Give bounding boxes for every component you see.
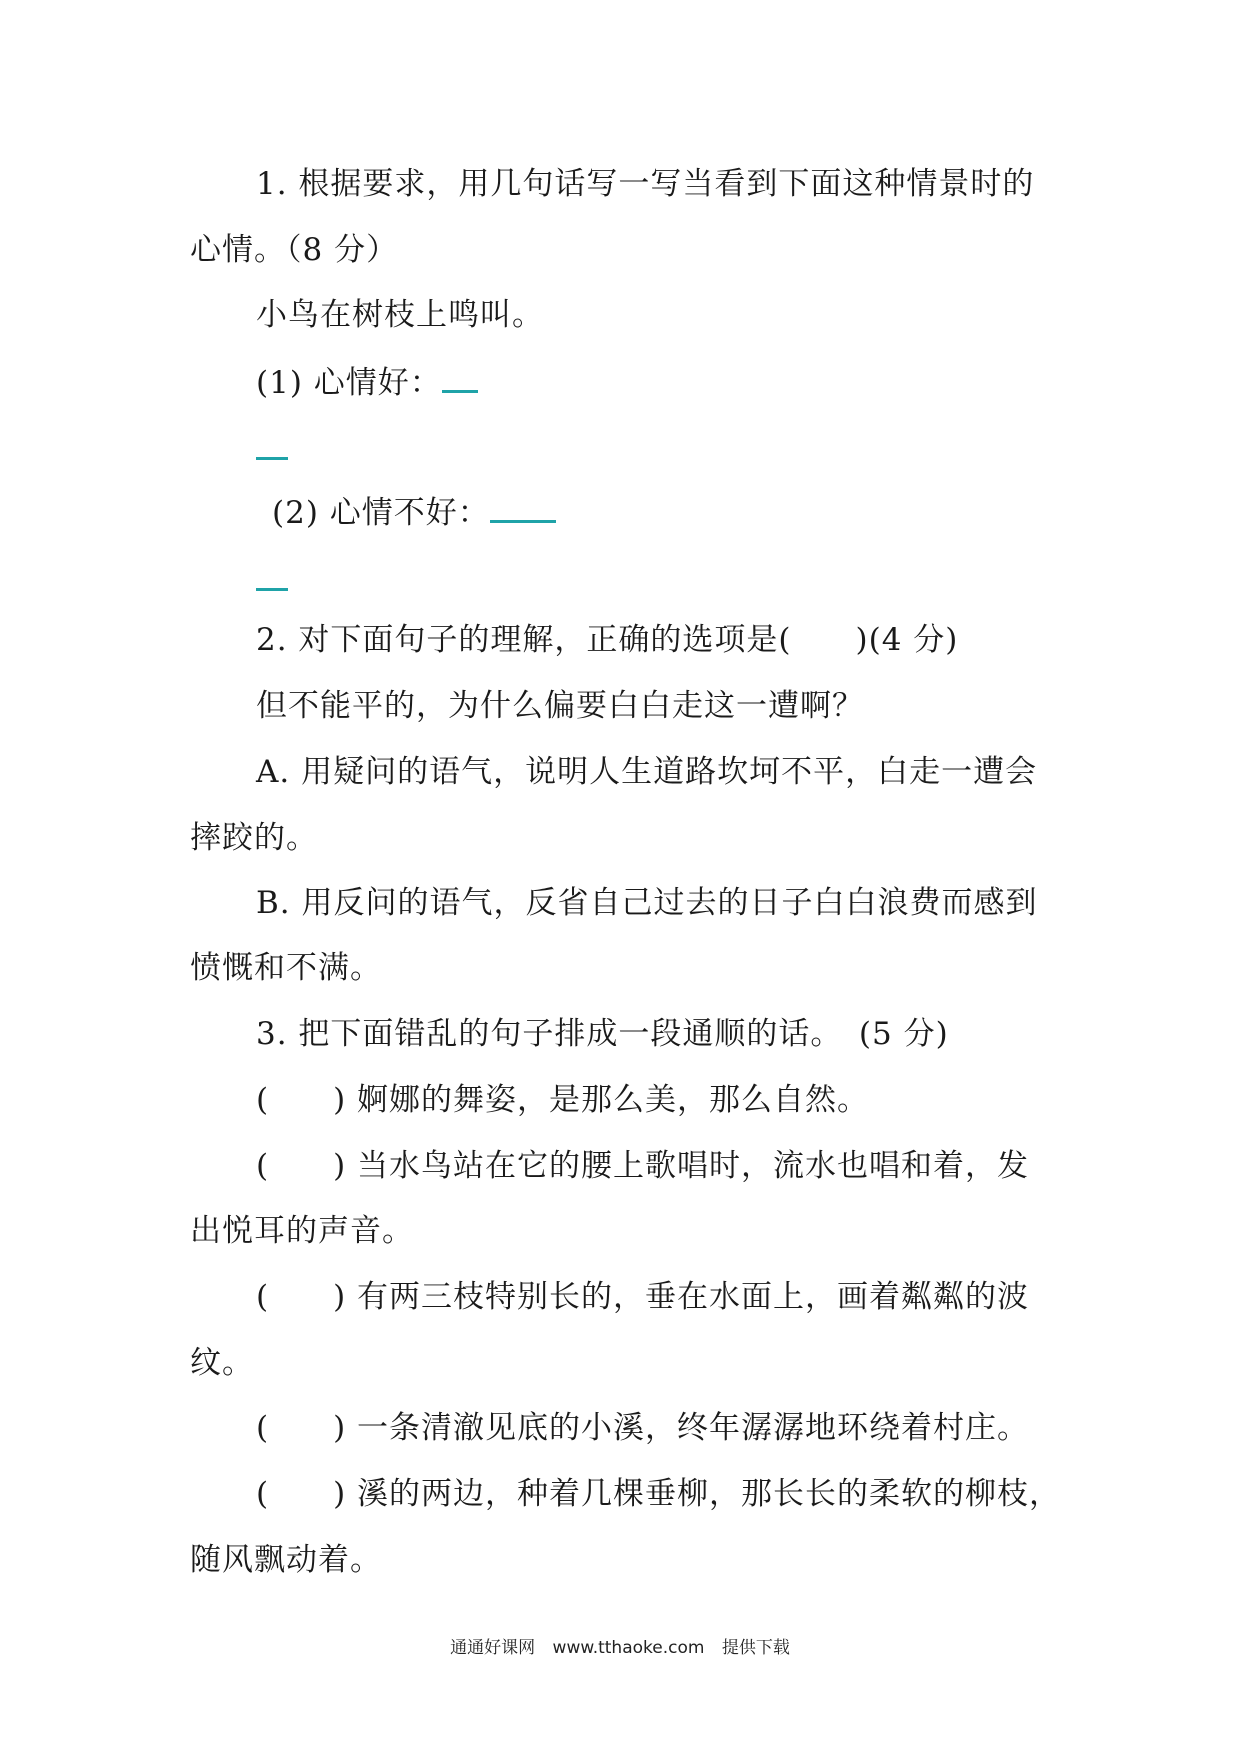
footer-suffix: 提供下载: [721, 1638, 790, 1658]
q1-bad-row: [272, 490, 556, 533]
footer-url[interactable]: www.tthaoke.com: [552, 1638, 705, 1658]
q3-item-2-line1: ( ) 当水鸟站在它的腰上歌唱时，流水也唱和着，发: [256, 1148, 1030, 1184]
q3-item-3-line2: 纹。: [190, 1345, 254, 1381]
q2-option-a-line1: A. 用疑问的语气，说明人生道路坎坷不平，白走一遭会: [256, 754, 1038, 790]
q1-bad-label: (2) 心情不好：: [272, 495, 490, 531]
q1-bad-answer-blank[interactable]: [490, 490, 556, 523]
q1-good-answer-blank-continued[interactable]: [256, 457, 288, 460]
q3-item-3-line1: ( ) 有两三枝特别长的，垂在水面上，画着粼粼的波: [256, 1279, 1030, 1315]
q2-option-a-line2: 摔跤的。: [190, 820, 318, 856]
q3-item-2-line2: 出悦耳的声音。: [190, 1213, 414, 1249]
q1-bad-answer-blank-continued[interactable]: [256, 588, 288, 591]
q1-good-row: [256, 360, 478, 403]
q2-option-b-line2: 愤慨和不满。: [190, 950, 382, 986]
q1-scene: 小鸟在树枝上鸣叫。: [256, 297, 544, 333]
page-footer: [0, 1636, 1240, 1660]
q3-item-5-line2: 随风飘动着。: [190, 1542, 382, 1578]
q2-sentence: 但不能平的，为什么偏要白白走这一遭啊？: [256, 688, 864, 724]
q3-item-5-line1: ( ) 溪的两边，种着几棵垂柳，那长长的柔软的柳枝，: [256, 1476, 1062, 1512]
q3-prompt: 3. 把下面错乱的句子排成一段通顺的话。 (5 分): [256, 1016, 949, 1052]
q3-item-4-line1: ( ) 一条清澈见底的小溪，终年潺潺地环绕着村庄。: [256, 1410, 1030, 1446]
q2-option-b-line1: B. 用反问的语气，反省自己过去的日子白白浪费而感到: [256, 885, 1038, 921]
q2-prompt: 2. 对下面句子的理解，正确的选项是( )(4 分): [256, 622, 959, 658]
q3-item-1-line1: ( ) 婀娜的舞姿，是那么美，那么自然。: [256, 1082, 870, 1118]
footer-site-name: 通通好课网: [450, 1638, 536, 1658]
q1-prompt-line1: 1. 根据要求，用几句话写一写当看到下面这种情景时的: [256, 166, 1035, 202]
q1-good-label: (1) 心情好：: [256, 365, 442, 401]
q1-prompt-line2: 心情。（8 分）: [190, 232, 399, 268]
q1-good-answer-blank[interactable]: [442, 360, 478, 393]
